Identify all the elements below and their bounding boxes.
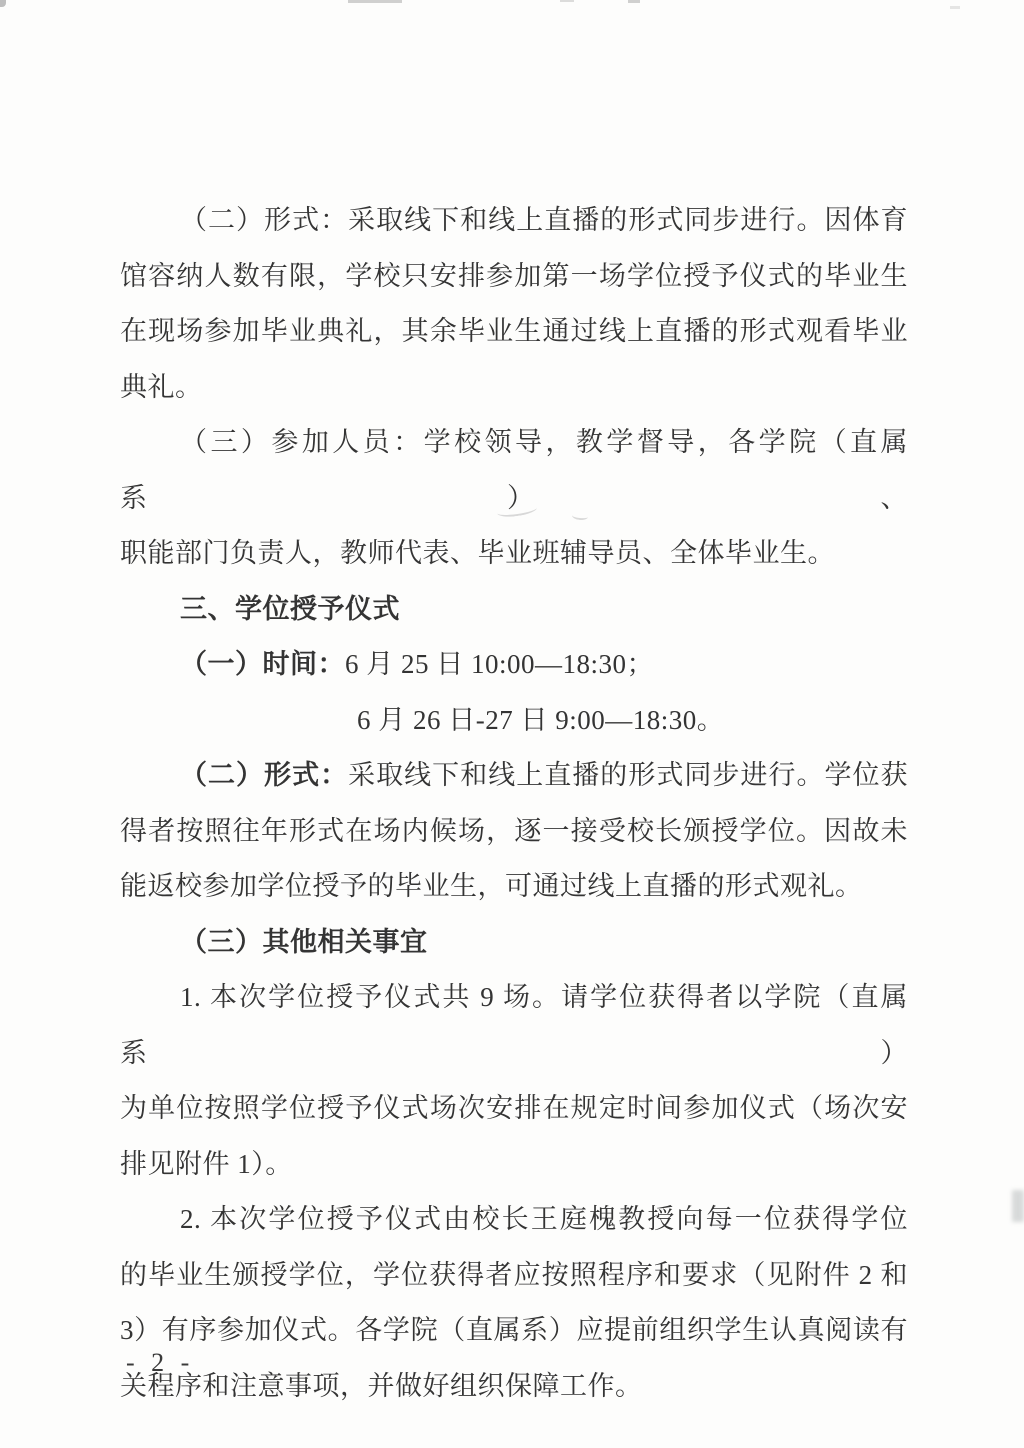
scan-speck-icon (0, 0, 6, 7)
document-line (120, 1248, 908, 1304)
document-text: 为单位按照学位授予仪式场次安排在规定时间参加仪式（场次安 (120, 1093, 908, 1123)
document-text-bold: （三）其他相关事宜 (180, 926, 428, 957)
document-text: 职能部门负责人，教师代表、毕业班辅导员、全体毕业生。 (120, 538, 835, 568)
document-line (120, 1359, 908, 1415)
document-text: 得者按照往年形式在场内候场，逐一接受校长颁授学位。因故未 (120, 815, 908, 846)
document-line (120, 637, 908, 693)
document-line (120, 1303, 908, 1359)
document-line (120, 693, 908, 749)
document-body (120, 193, 908, 1414)
document-text: 典礼。 (120, 371, 203, 402)
document-line (120, 1081, 908, 1137)
document-line (120, 582, 908, 638)
document-text: （三）参加人员：学校领导，教学督导，各学院（直属系）、 (120, 427, 908, 513)
document-text-bold: 三、学位授予仪式 (180, 593, 400, 624)
document-line (120, 360, 908, 416)
document-text: 排见附件 1）。 (120, 1148, 293, 1179)
document-line (120, 970, 908, 1081)
document-text: 能返校参加学位授予的毕业生，可通过线上直播的形式观礼。 (120, 871, 863, 901)
document-line (120, 249, 908, 305)
document-line (120, 748, 908, 804)
document-text: 关程序和注意事项，并做好组织保障工作。 (120, 1370, 643, 1401)
document-line (120, 915, 908, 971)
document-text: 在现场参加毕业典礼，其余毕业生通过线上直播的形式观看毕业 (120, 316, 908, 346)
document-text: （二）形式：采取线下和线上直播的形式同步进行。因体育 (180, 205, 908, 235)
document-line (120, 1192, 908, 1248)
document-text: 的毕业生颁授学位，学位获得者应按照程序和要求（见附件 2 和 (120, 1259, 908, 1290)
document-line (120, 193, 908, 249)
scan-speck-icon (950, 6, 960, 9)
document-line (120, 526, 908, 582)
document-text: 1. 本次学位授予仪式共 9 场。请学位获得者以学院（直属系） (120, 982, 908, 1068)
document-line (120, 415, 908, 526)
document-text-bold: （一）时间： (180, 649, 345, 679)
document-text-bold: （二）形式： (180, 760, 349, 790)
document-text: 2. 本次学位授予仪式由校长王庭槐教授向每一位获得学位 (180, 1204, 908, 1234)
document-text: 采取线下和线上直播的形式同步进行。学位获 (348, 760, 909, 790)
document-text: 6 月 26 日-27 日 9:00—18:30。 (357, 704, 725, 735)
document-line (120, 804, 908, 860)
scan-speck-icon (348, 0, 402, 3)
document-line (120, 859, 908, 915)
document-text: 3）有序参加仪式。各学院（直属系）应提前组织学生认真阅读有 (120, 1315, 908, 1345)
document-text: 6 月 25 日 10:00—18:30； (345, 649, 655, 679)
scan-speck-icon (628, 0, 640, 3)
scan-speck-icon (560, 0, 574, 2)
document-line (120, 304, 908, 360)
scan-smudge-icon (1012, 1190, 1024, 1222)
document-line (120, 1137, 908, 1193)
document-text: 馆容纳人数有限，学校只安排参加第一场学位授予仪式的毕业生 (120, 260, 908, 291)
page-number: - 2 - (126, 1348, 195, 1377)
